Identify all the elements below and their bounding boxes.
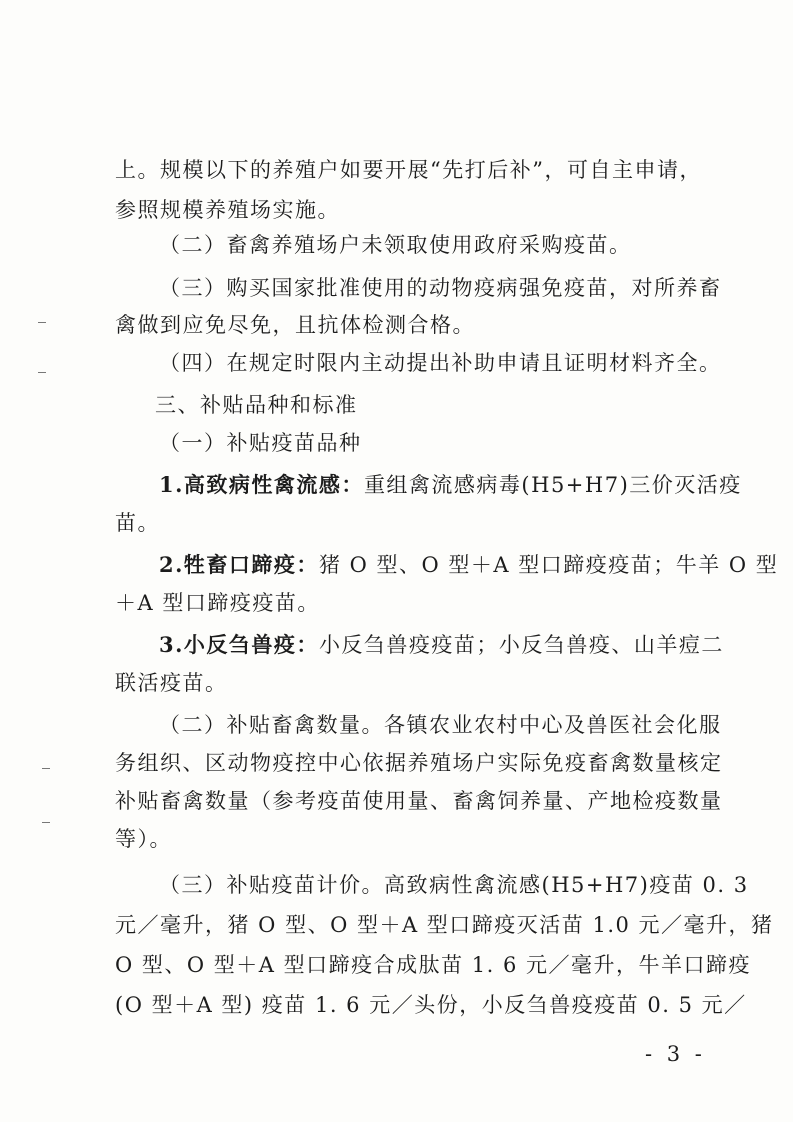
pricing-line-1: （三）补贴疫苗计价。高致病性禽流感(H5+H7)疫苗 0. 3: [159, 873, 749, 897]
ppr-desc: 小反刍兽疫疫苗；小反刍兽疫、山羊痘二: [318, 633, 724, 657]
item-2-text: （二）畜禽养殖场户未领取使用政府采购疫苗。: [159, 233, 632, 257]
scan-mark: [42, 768, 50, 769]
fmd-line-2: ＋A 型口蹄疫疫苗。: [115, 591, 320, 615]
ppr-label: 3.小反刍兽疫：: [159, 632, 319, 657]
pricing-line-3: O 型、O 型＋A 型口蹄疫合成肽苗 1. 6 元／毫升，牛羊口蹄疫: [115, 953, 752, 977]
item-3-line-2: 禽做到应免尽免，且抗体检测合格。: [115, 313, 475, 337]
pricing-line-4: (O 型＋A 型) 疫苗 1. 6 元／头份，小反刍兽疫疫苗 0. 5 元／: [115, 993, 747, 1017]
paragraph-line-1: 上。规模以下的养殖户如要开展“先打后补”，可自主申请，: [115, 158, 702, 182]
ppr-line-2: 联活疫苗。: [115, 671, 228, 695]
quantity-line-4: 等）。: [115, 827, 172, 851]
fmd-desc: 猪 O 型、O 型＋A 型口蹄疫疫苗；牛羊 O 型: [318, 553, 779, 577]
scan-mark: [38, 322, 46, 323]
avian-flu-line-1: [159, 470, 742, 500]
paragraph-line-2: 参照规模养殖场实施。: [115, 198, 340, 222]
quantity-line-3: 补贴畜禽数量（参考疫苗使用量、畜禽饲养量、产地检疫数量: [115, 789, 723, 813]
page-number: - 3 -: [645, 1042, 706, 1066]
quantity-line-2: 务组织、区动物疫控中心依据养殖场户实际免疫畜禽数量核定: [115, 751, 723, 775]
fmd-line-1: [159, 550, 778, 580]
avian-flu-line-2: 苗。: [115, 511, 160, 535]
item-4-text: （四）在规定时限内主动提出补助申请且证明材料齐全。: [159, 351, 722, 375]
fmd-label: 2.牲畜口蹄疫：: [159, 552, 319, 577]
section-heading: 三、补贴品种和标准: [155, 393, 358, 417]
subsection-vaccine-types: （一）补贴疫苗品种: [159, 431, 362, 455]
pricing-line-2: 元／毫升，猪 O 型、O 型＋A 型口蹄疫灭活苗 1.0 元／毫升，猪: [115, 913, 774, 937]
quantity-line-1: （二）补贴畜禽数量。各镇农业农村中心及兽医社会化服: [159, 713, 722, 737]
avian-flu-label: 1.高致病性禽流感：: [159, 472, 364, 497]
ppr-line-1: [159, 630, 724, 660]
scan-mark: [42, 822, 50, 823]
scan-mark: [38, 372, 46, 373]
item-3-line-1: （三）购买国家批准使用的动物疫病强免疫苗，对所养畜: [159, 276, 722, 300]
avian-flu-desc: 重组禽流感病毒(H5+H7)三价灭活疫: [363, 473, 742, 497]
